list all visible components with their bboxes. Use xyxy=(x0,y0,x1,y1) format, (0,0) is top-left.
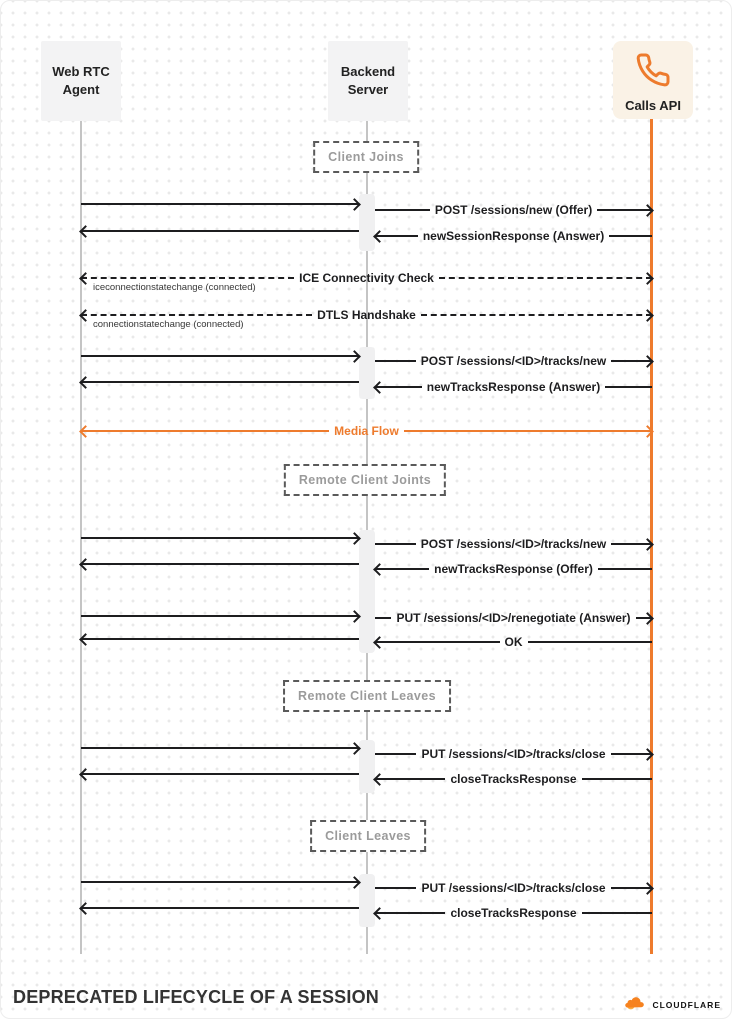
cloudflare-brand-text: CLOUDFLARE xyxy=(652,999,721,1010)
message-label: PUT /sessions/<ID>/tracks/close xyxy=(421,881,606,895)
message-line xyxy=(605,386,652,388)
actor-calls-api xyxy=(613,41,693,119)
arrowhead-right-icon xyxy=(641,612,654,625)
arrowhead-right-icon xyxy=(348,198,361,211)
response-arrow xyxy=(81,631,359,647)
message-line xyxy=(404,430,652,432)
message-ok xyxy=(375,634,652,650)
arrowhead-left-icon xyxy=(79,272,92,285)
arrowhead-right-icon xyxy=(348,876,361,889)
response-arrow xyxy=(81,766,359,782)
response-arrow xyxy=(81,900,359,916)
message-line xyxy=(375,543,416,545)
response-arrow xyxy=(81,223,359,239)
message-post-sessions-new-offer xyxy=(375,202,652,218)
arrowhead-left-icon xyxy=(373,381,386,394)
activation-bar-1 xyxy=(359,194,375,251)
request-arrow xyxy=(81,530,359,546)
arrowhead-left-icon xyxy=(79,309,92,322)
message-line xyxy=(421,314,652,316)
arrowhead-left-icon xyxy=(79,633,92,646)
message-line xyxy=(81,381,359,383)
message-line xyxy=(81,230,359,232)
message-newtracksresponse-answer xyxy=(375,379,652,395)
actor-backend-server-label: Backend Server xyxy=(340,64,396,97)
message-closetracksresponse xyxy=(375,771,652,787)
message-label: closeTracksResponse xyxy=(450,772,577,786)
arrowhead-right-icon xyxy=(348,610,361,623)
message-newsessionresponse-answer xyxy=(375,228,652,244)
message-label: POST /sessions/new (Offer) xyxy=(434,203,593,217)
message-label: POST /sessions/<ID>/tracks/new xyxy=(420,537,607,551)
message-line xyxy=(81,537,359,539)
message-line xyxy=(375,753,416,755)
cloudflare-logo-icon xyxy=(623,993,649,1016)
activation-bar-3 xyxy=(359,530,375,653)
message-line xyxy=(81,430,329,432)
message-line xyxy=(81,355,359,357)
message-closetracksresponse xyxy=(375,905,652,921)
message-line xyxy=(81,277,294,279)
activation-bar-2 xyxy=(359,347,375,399)
message-line xyxy=(81,907,359,909)
message-line xyxy=(81,638,359,640)
section-remote-client-leaves: Remote Client Leaves xyxy=(283,680,451,712)
message-label: OK xyxy=(504,635,523,649)
message-label: PUT /sessions/<ID>/renegotiate (Answer) xyxy=(396,611,631,625)
arrowhead-right-icon xyxy=(641,272,654,285)
arrowhead-right-icon xyxy=(641,748,654,761)
message-line xyxy=(375,209,430,211)
request-arrow xyxy=(81,740,359,756)
actor-calls-api-label: Calls API xyxy=(625,97,681,113)
arrowhead-right-icon xyxy=(641,882,654,895)
message-line xyxy=(81,881,359,883)
request-arrow xyxy=(81,348,359,364)
activation-bar-5 xyxy=(359,874,375,927)
message-line xyxy=(375,360,416,362)
event-label-iceconnectionstatechange-connected: iceconnectionstatechange (connected) xyxy=(93,282,256,293)
actor-backend-server xyxy=(328,41,408,121)
message-label: POST /sessions/<ID>/tracks/new xyxy=(420,354,607,368)
message-put-sessions-id-tracks-close xyxy=(375,880,652,896)
message-line xyxy=(81,314,312,316)
arrowhead-left-icon xyxy=(79,225,92,238)
cloudflare-brand xyxy=(623,993,721,1016)
message-label: Media Flow xyxy=(334,424,399,438)
arrowhead-left-icon xyxy=(373,230,386,243)
message-post-sessions-id-tracks-new xyxy=(375,536,652,552)
message-label: DTLS Handshake xyxy=(317,308,416,322)
arrowhead-left-icon xyxy=(373,563,386,576)
message-label: newTracksResponse (Offer) xyxy=(434,562,593,576)
message-line xyxy=(598,568,652,570)
message-line xyxy=(609,235,652,237)
arrowhead-right-icon xyxy=(641,425,654,438)
activation-bar-4 xyxy=(359,740,375,793)
message-line xyxy=(582,912,652,914)
arrowhead-left-icon xyxy=(79,768,92,781)
arrowhead-left-icon xyxy=(79,558,92,571)
section-remote-client-joints: Remote Client Joints xyxy=(284,464,446,496)
message-media-flow xyxy=(81,423,652,439)
message-line xyxy=(81,747,359,749)
section-client-joins: Client Joins xyxy=(313,141,419,173)
message-label: newTracksResponse (Answer) xyxy=(426,380,601,394)
message-line xyxy=(81,773,359,775)
message-line xyxy=(375,641,500,643)
diagram-title: DEPRECATED LIFECYCLE OF A SESSION xyxy=(13,987,379,1007)
phone-icon xyxy=(635,52,671,93)
message-label: ICE Connectivity Check xyxy=(299,271,434,285)
message-post-sessions-id-tracks-new xyxy=(375,353,652,369)
arrowhead-right-icon xyxy=(641,538,654,551)
message-label: closeTracksResponse xyxy=(450,906,577,920)
message-line xyxy=(81,563,359,565)
request-arrow xyxy=(81,874,359,890)
message-line xyxy=(375,887,416,889)
message-line xyxy=(439,277,652,279)
response-arrow xyxy=(81,374,359,390)
message-put-sessions-id-tracks-close xyxy=(375,746,652,762)
arrowhead-right-icon xyxy=(641,355,654,368)
arrowhead-right-icon xyxy=(348,350,361,363)
message-line xyxy=(582,778,652,780)
message-line xyxy=(375,617,391,619)
event-label-connectionstatechange-connected: connectionstatechange (connected) xyxy=(93,319,244,330)
message-label: newSessionResponse (Answer) xyxy=(422,229,605,243)
message-newtracksresponse-offer xyxy=(375,561,652,577)
arrowhead-right-icon xyxy=(348,532,361,545)
request-arrow xyxy=(81,608,359,624)
arrowhead-right-icon xyxy=(641,309,654,322)
arrowhead-left-icon xyxy=(373,907,386,920)
arrowhead-right-icon xyxy=(348,742,361,755)
actor-web-rtc-agent xyxy=(41,41,121,121)
message-line xyxy=(81,615,359,617)
response-arrow xyxy=(81,556,359,572)
request-arrow xyxy=(81,196,359,212)
arrowhead-left-icon xyxy=(373,773,386,786)
message-label: PUT /sessions/<ID>/tracks/close xyxy=(421,747,606,761)
section-client-leaves: Client Leaves xyxy=(310,820,426,852)
arrowhead-left-icon xyxy=(373,636,386,649)
arrowhead-left-icon xyxy=(79,425,92,438)
arrowhead-left-icon xyxy=(79,376,92,389)
actor-web-rtc-agent-label: Web RTC Agent xyxy=(52,64,110,97)
message-line xyxy=(528,641,653,643)
message-put-sessions-id-renegotiate-answer xyxy=(375,610,652,626)
arrowhead-left-icon xyxy=(79,902,92,915)
arrowhead-right-icon xyxy=(641,204,654,217)
message-line xyxy=(81,203,359,205)
